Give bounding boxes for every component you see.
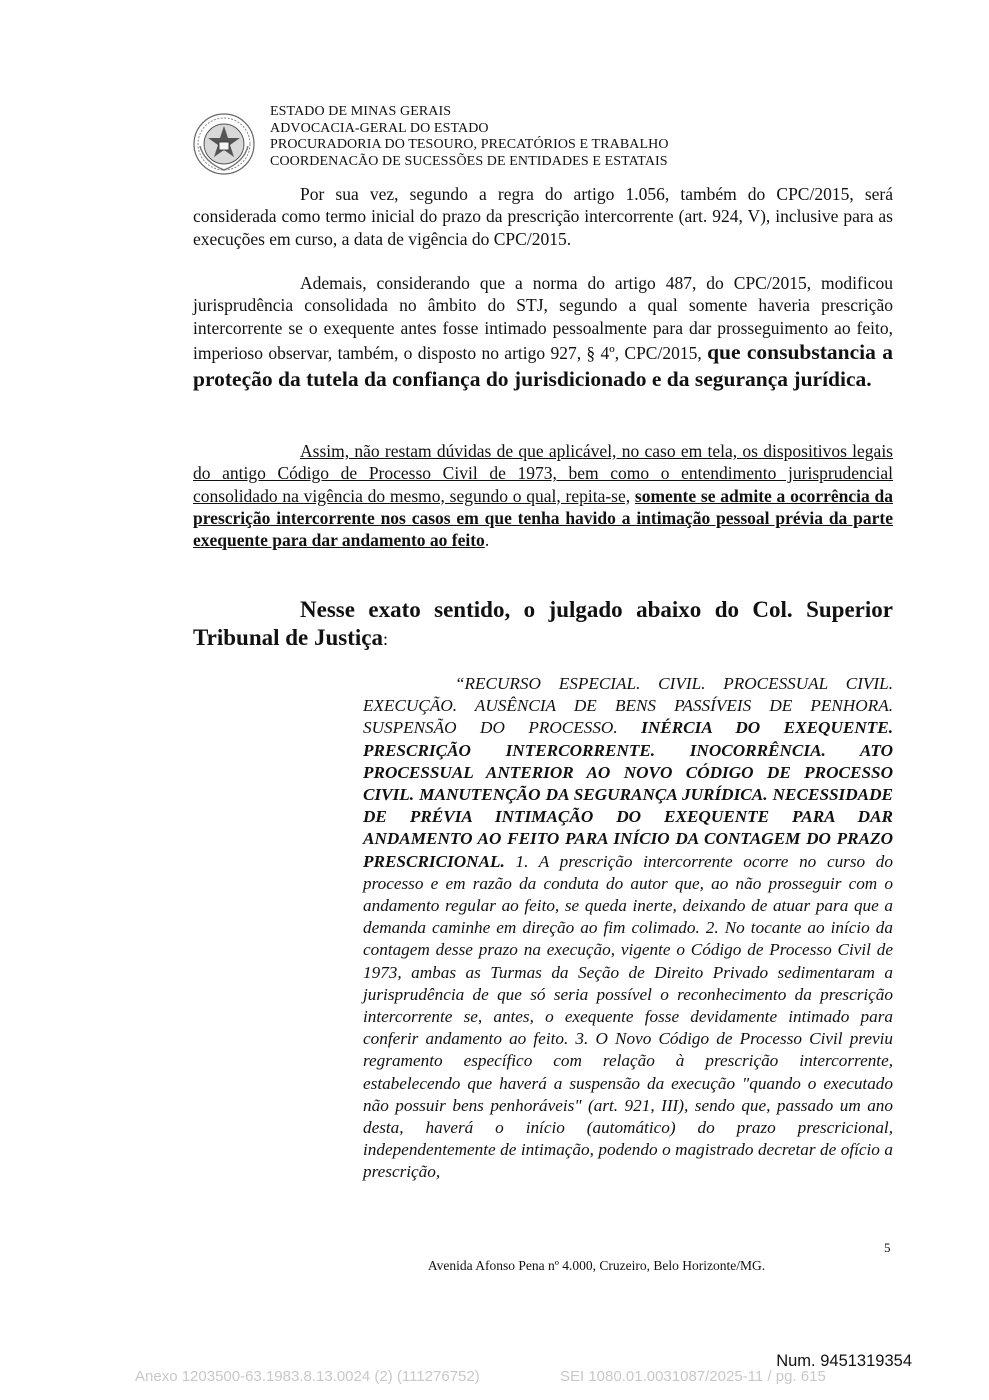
paragraph-3-text: Assim, não restam dúvidas de que aplicável, no caso em tela, os dispositivos legais do antigo Código de Processo Civil de 1973, bem como o entendimento jurisprudencial consolidado na vigência do mesmo, segundo o qual, repita-se,: [193, 441, 893, 506]
quote-emphasis: INÉRCIA DO EXEQUENTE. PRESCRIÇÃO INTERCORRENTE. INOCORRÊNCIA. ATO PROCESSUAL ANTERIOR AO NOVO CÓDIGO DE PROCESSO CIVIL. MANUTENÇÃO DA SEGURANÇA JURÍDICA. NECESSIDADE DE PRÉVIA INTIMAÇÃO DO EXEQUENTE PARA DAR ANDAMENTO AO FEITO PARA INÍCIO DA CONTAGEM DO PRAZO PRESCRICIONAL.: [363, 718, 894, 871]
header-line-state: ESTADO DE MINAS GERAIS: [270, 104, 452, 119]
quote-body: 1. A prescrição intercorrente ocorre no curso do processo e em razão da conduta do autor que, ao não prosseguir com o andamento regular ao feito, se queda inerte, deixando de atuar para que a demanda caminhe em direção ao fim colimado. 2. No tocante ao início da contagem desse prazo na execução, vigente o Código de Processo Civil de 1973, ambas as Turmas da Seção de Direito Privado sedimentaram a jurisprudência de que só seria possível o reconhecimento da prescrição intercorrente se, antes, o exequente fosse devidamente intimado para conferir andamento ao feito. 3. O Novo Código de Processo Civil previu regramento específico com relação à prescrição intercorrente, estabelecendo que haverá a suspensão da execução "quando o executado não possuir bens penhoráveis" (art. 921, III), sendo que, passado um ano desta, haverá o início (automático) do prazo prescricional, independentemente de intimação, podendo o magistrado decretar de ofício a prescrição,: [363, 851, 893, 1182]
header-line-coordenacao: COORDENACÃO DE SUCESSÕES DE ENTIDADES E ESTATAIS: [270, 153, 668, 169]
paragraph-3: [193, 440, 893, 551]
letterhead: [192, 104, 752, 176]
paragraph-3-emphasis: somente se admite a ocorrência da prescrição intercorrente nos casos em que tenha havido a intimação pessoal prévia da parte exequente para dar andamento ao feito: [193, 485, 894, 551]
header-line-agency: ADVOCACIA-GERAL DO ESTADO: [270, 120, 489, 136]
paragraph-2: [193, 272, 893, 393]
case-law-quote: [363, 673, 893, 1184]
document-number-stamp: Num. 9451319354: [776, 1352, 912, 1370]
header-line-procuradoria: PROCURADORIA DO TESOURO, PRECATÓRIOS E TRABALHO: [270, 137, 669, 152]
paragraph-2-text: Ademais, considerando que a norma do artigo 487, do CPC/2015, modificou jurisprudência consolidada no âmbito do STJ, segundo a qual somente haveria prescrição intercorrente se o exequente antes fosse intimado pessoalmente para dar prosseguimento ao feito, imperioso observar, também, o disposto no artigo 927, § 4º, CPC/2015,: [193, 273, 893, 363]
quote-opening: “RECURSO ESPECIAL. CIVIL. PROCESSUAL CIVIL. EXECUÇÃO. AUSÊNCIA DE BENS PASSÍVEIS DE PENHORA. SUSPENSÃO DO PROCESSO.: [363, 674, 893, 738]
paragraph-1-text: Por sua vez, segundo a regra do artigo 1.056, também do CPC/2015, será considerada como termo inicial do prazo da prescrição intercorrente (art. 924, V), inclusive para as execuções em curso, a data de vigência do CPC/2015.: [193, 184, 893, 249]
section-heading-text: Nesse exato sentido, o julgado abaixo do Col. Superior Tribunal de Justiça: [193, 597, 893, 650]
sei-reference: SEI 1080.01.0031087/2025-11 / pg. 615: [560, 1368, 826, 1385]
paragraph-1: [193, 183, 893, 250]
section-heading: [193, 596, 893, 653]
state-seal-icon: [192, 112, 256, 176]
paragraph-2-emphasis: que consubstancia a proteção da tutela da confiança do jurisdicionado e da segurança jurídica.: [193, 339, 893, 391]
footer-address-wrap: [0, 1258, 989, 1274]
section-heading-colon: :: [383, 629, 389, 649]
footer-address: Avenida Afonso Pena nº 4.000, Cruzeiro, Belo Horizonte/MG.: [427, 1258, 766, 1273]
page-number: 5: [884, 1240, 891, 1255]
paragraph-3-end: .: [484, 530, 490, 551]
annex-reference: Anexo 1203500-63.1983.8.13.0024 (2) (111276752): [135, 1368, 480, 1385]
